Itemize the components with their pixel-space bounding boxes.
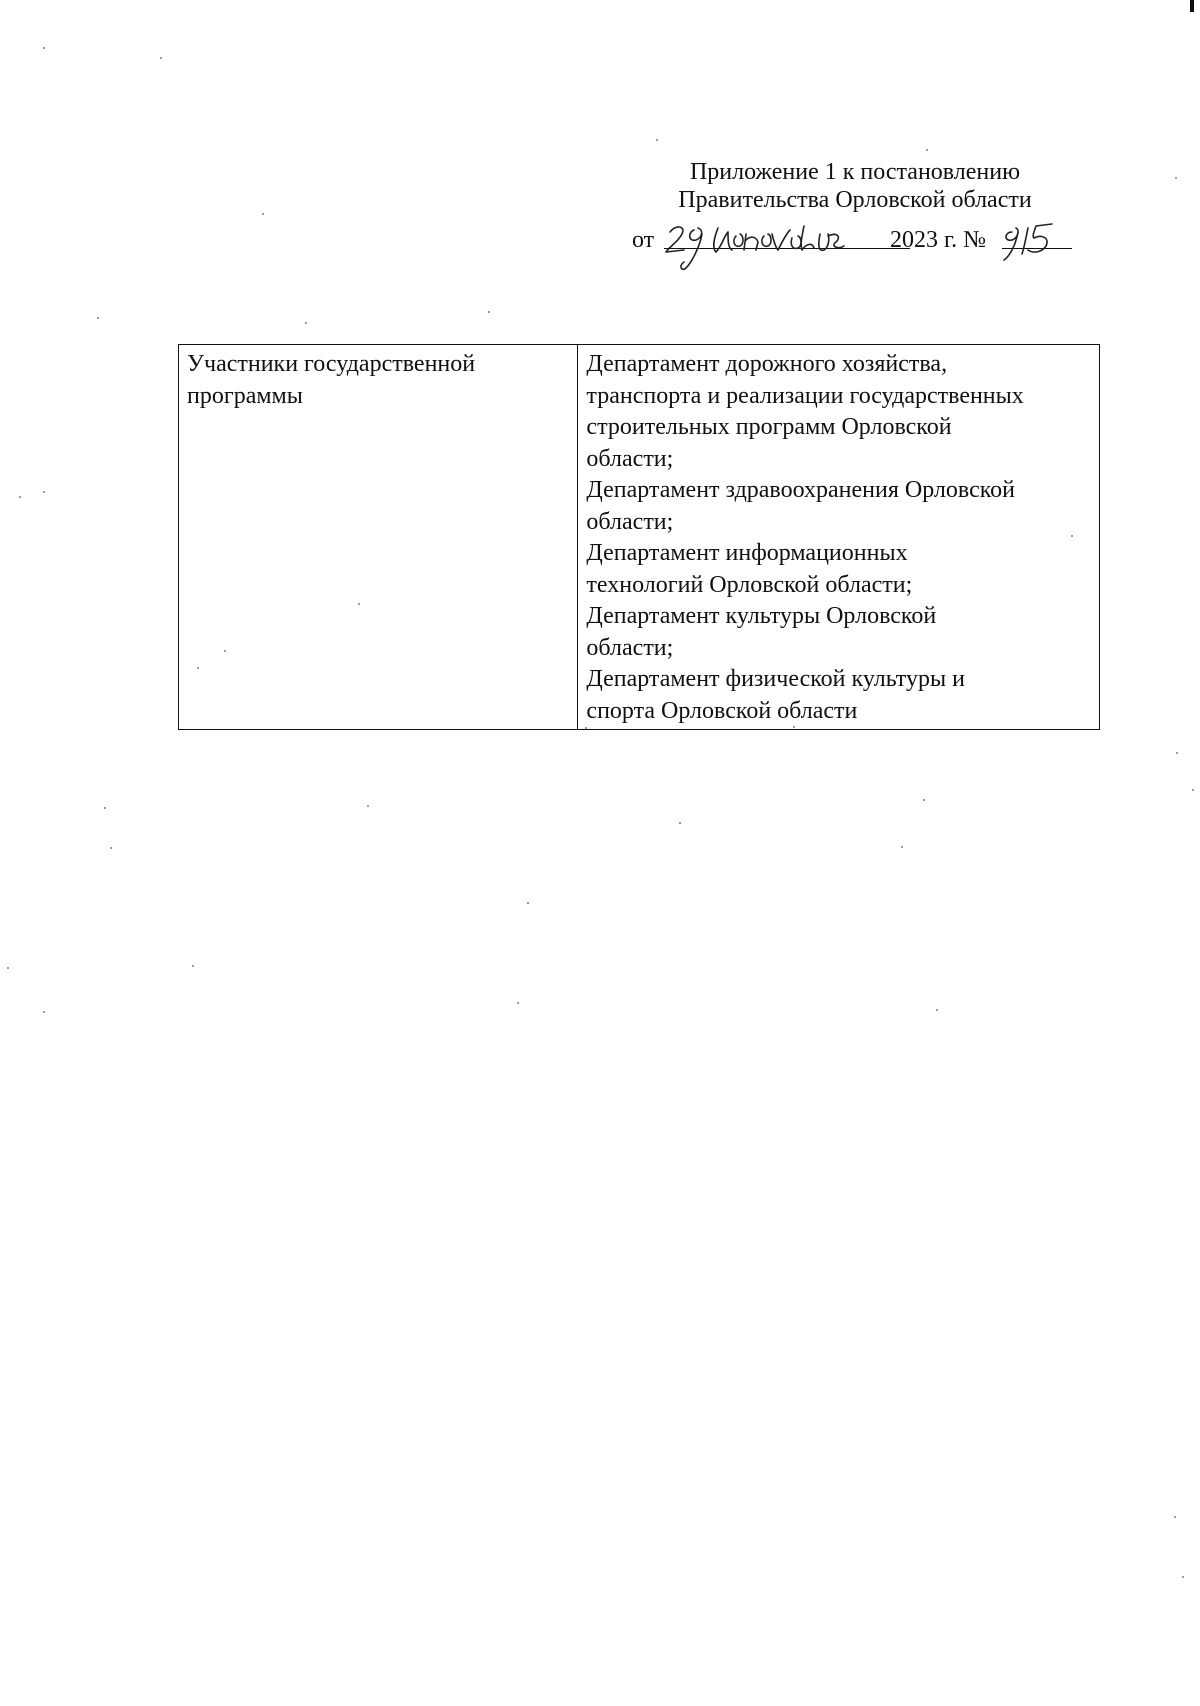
participant-line: Департамент здравоохранения Орловской	[586, 477, 1015, 503]
row-label-line: Участники государственной	[187, 351, 476, 377]
participant-line: области;	[586, 445, 674, 472]
participant-line: Департамент информационных	[586, 540, 908, 566]
participant-line: спорта Орловской области	[586, 697, 858, 724]
participant-line: Департамент культуры Орловской	[586, 603, 937, 629]
participant-line: технологий Орловской области;	[586, 571, 913, 598]
participant-line: Департамент физической культуры и	[586, 666, 965, 692]
participant-line: транспорта и реализации государственных	[586, 382, 1024, 409]
participant-line: области;	[586, 508, 674, 535]
appendix-title: Приложение 1 к постановлению	[689, 159, 1021, 185]
participant-line: области;	[586, 634, 674, 661]
participant-line: строительных программ Орловской	[586, 414, 952, 440]
date-prefix: от	[632, 227, 655, 253]
participant-line: Департамент дорожного хозяйства,	[586, 351, 948, 377]
date-year-label: 2023 г. №	[890, 227, 987, 253]
appendix-issuer: Правительства Орловской области	[678, 187, 1032, 213]
row-label-line: программы	[187, 382, 303, 409]
